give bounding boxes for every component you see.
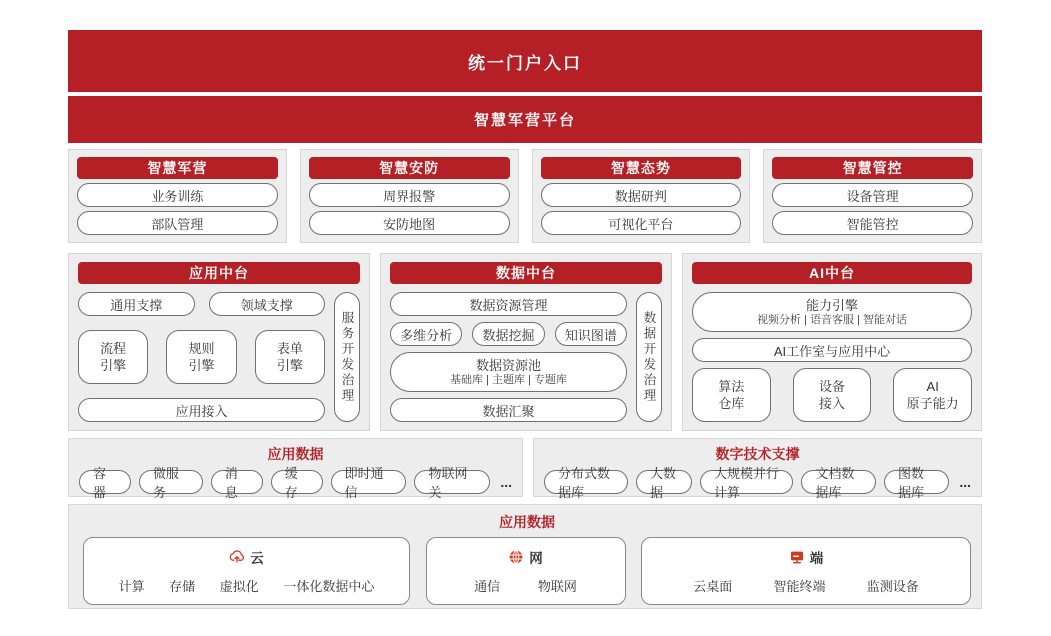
monitor-icon bbox=[789, 549, 805, 565]
engine-line: 表单 bbox=[276, 341, 303, 356]
module-item: 部队管理 bbox=[77, 211, 278, 235]
ai-cell bbox=[893, 368, 972, 422]
infra-item: 存储 bbox=[169, 579, 196, 594]
capability-engine-title: 能力引擎 bbox=[805, 297, 858, 313]
module-title: 智慧军营 bbox=[77, 157, 278, 179]
cloud-upload-icon bbox=[229, 549, 245, 565]
module-item: 数据研判 bbox=[541, 183, 742, 207]
unified-portal-label: 统一门户入口 bbox=[468, 53, 582, 73]
app-support-item: 领域支撑 bbox=[209, 292, 326, 316]
infra-item: 虚拟化 bbox=[219, 579, 259, 594]
data-platform bbox=[380, 253, 672, 431]
pool-title: 数据资源池 bbox=[475, 357, 541, 373]
ai-cell-line: 算法 bbox=[718, 379, 745, 394]
engine-cell bbox=[78, 330, 148, 384]
cloud-group bbox=[83, 537, 410, 605]
module-item: 可视化平台 bbox=[541, 211, 742, 235]
module-smart-control bbox=[763, 149, 982, 243]
ai-platform-title: AI中台 bbox=[692, 262, 972, 284]
terminal-group-label: 端 bbox=[809, 551, 824, 566]
app-support-item: 通用支撑 bbox=[78, 292, 195, 316]
engine-line: 引擎 bbox=[276, 358, 303, 373]
ellipsis-more: ... bbox=[959, 474, 971, 490]
support-pill: 容器 bbox=[79, 470, 131, 494]
ellipsis-more: ... bbox=[500, 474, 512, 490]
data-tool-pill: 多维分析 bbox=[390, 322, 462, 346]
infrastructure-panel bbox=[68, 504, 982, 609]
service-dev-governance-pill: 服务开发治理 bbox=[334, 292, 360, 422]
application-data-panel bbox=[68, 438, 523, 500]
digital-tech-support-title: 数字技术支撑 bbox=[715, 446, 800, 462]
data-resource-pool-pill bbox=[390, 352, 627, 392]
app-access-pill: 应用接入 bbox=[78, 398, 325, 422]
module-item: 设备管理 bbox=[772, 183, 973, 207]
support-pill: 分布式数据库 bbox=[544, 470, 628, 494]
application-platform-title: 应用中台 bbox=[78, 262, 360, 284]
application-data-title: 应用数据 bbox=[267, 446, 324, 462]
pool-subtitle: 基础库 | 主题库 | 专题库 bbox=[450, 373, 567, 386]
cloud-group-label: 云 bbox=[250, 551, 264, 566]
network-group-label: 网 bbox=[529, 551, 543, 566]
globe-icon bbox=[508, 549, 524, 565]
application-platform bbox=[68, 253, 370, 431]
data-resource-mgmt-pill: 数据资源管理 bbox=[390, 292, 627, 316]
ai-cell bbox=[692, 368, 771, 422]
support-row bbox=[68, 438, 982, 500]
infra-item: 监测设备 bbox=[866, 579, 919, 594]
ai-platform bbox=[682, 253, 982, 431]
module-item: 安防地图 bbox=[309, 211, 510, 235]
smart-modules-row bbox=[68, 149, 982, 243]
engine-line: 引擎 bbox=[100, 358, 127, 373]
engine-line: 规则 bbox=[188, 341, 215, 356]
support-pill: 微服务 bbox=[139, 470, 203, 494]
smart-camp-platform-banner bbox=[68, 96, 982, 143]
module-item: 周界报警 bbox=[309, 183, 510, 207]
capability-engine-subtitle: 视频分析 | 语音客服 | 智能对话 bbox=[757, 313, 907, 326]
support-pill: 消息 bbox=[211, 470, 263, 494]
middle-platforms-row bbox=[68, 253, 982, 431]
ai-cell-line: AI bbox=[926, 379, 939, 394]
module-title: 智慧安防 bbox=[309, 157, 510, 179]
capability-engine-pill bbox=[692, 292, 972, 332]
smart-camp-platform-label: 智慧军营平台 bbox=[473, 112, 576, 129]
data-dev-governance-pill: 数据开发治理 bbox=[636, 292, 662, 422]
unified-portal-banner bbox=[68, 30, 982, 92]
module-smart-security bbox=[300, 149, 519, 243]
ai-cell-line: 仓库 bbox=[718, 396, 745, 411]
module-smart-situation bbox=[532, 149, 751, 243]
support-pill: 大数据 bbox=[636, 470, 692, 494]
infra-item: 一体化数据中心 bbox=[283, 579, 375, 594]
engine-line: 引擎 bbox=[188, 358, 215, 373]
infra-item: 云桌面 bbox=[693, 579, 733, 594]
data-aggregation-pill: 数据汇聚 bbox=[390, 398, 627, 422]
support-pill: 即时通信 bbox=[331, 470, 407, 494]
module-smart-camp bbox=[68, 149, 287, 243]
data-platform-title: 数据中台 bbox=[390, 262, 662, 284]
ai-cell-line: 设备 bbox=[819, 379, 846, 394]
data-tool-pill: 知识图谱 bbox=[555, 322, 627, 346]
infra-item: 物联网 bbox=[537, 579, 577, 594]
support-pill: 文档数据库 bbox=[801, 470, 876, 494]
infrastructure-title: 应用数据 bbox=[499, 514, 555, 530]
engine-cell bbox=[255, 330, 325, 384]
ai-cell-line: 原子能力 bbox=[906, 396, 959, 411]
architecture-diagram bbox=[68, 30, 982, 609]
ai-studio-pill: AI工作室与应用中心 bbox=[692, 338, 972, 362]
infra-item: 智能终端 bbox=[773, 579, 826, 594]
ai-cell bbox=[793, 368, 872, 422]
ai-cell-line: 接入 bbox=[819, 396, 846, 411]
module-title: 智慧管控 bbox=[772, 157, 973, 179]
support-pill: 图数据库 bbox=[884, 470, 949, 494]
module-item: 智能管控 bbox=[772, 211, 973, 235]
engine-cell bbox=[166, 330, 236, 384]
module-item: 业务训练 bbox=[77, 183, 278, 207]
network-group bbox=[426, 537, 626, 605]
support-pill: 物联网关 bbox=[414, 470, 490, 494]
data-tool-pill: 数据挖掘 bbox=[472, 322, 544, 346]
module-title: 智慧态势 bbox=[541, 157, 742, 179]
support-pill: 大规模并行计算 bbox=[700, 470, 793, 494]
engine-line: 流程 bbox=[100, 341, 127, 356]
support-pill: 缓存 bbox=[271, 470, 323, 494]
terminal-group bbox=[641, 537, 971, 605]
digital-tech-support-panel bbox=[533, 438, 982, 500]
infra-item: 计算 bbox=[118, 579, 145, 594]
infra-item: 通信 bbox=[474, 579, 501, 594]
